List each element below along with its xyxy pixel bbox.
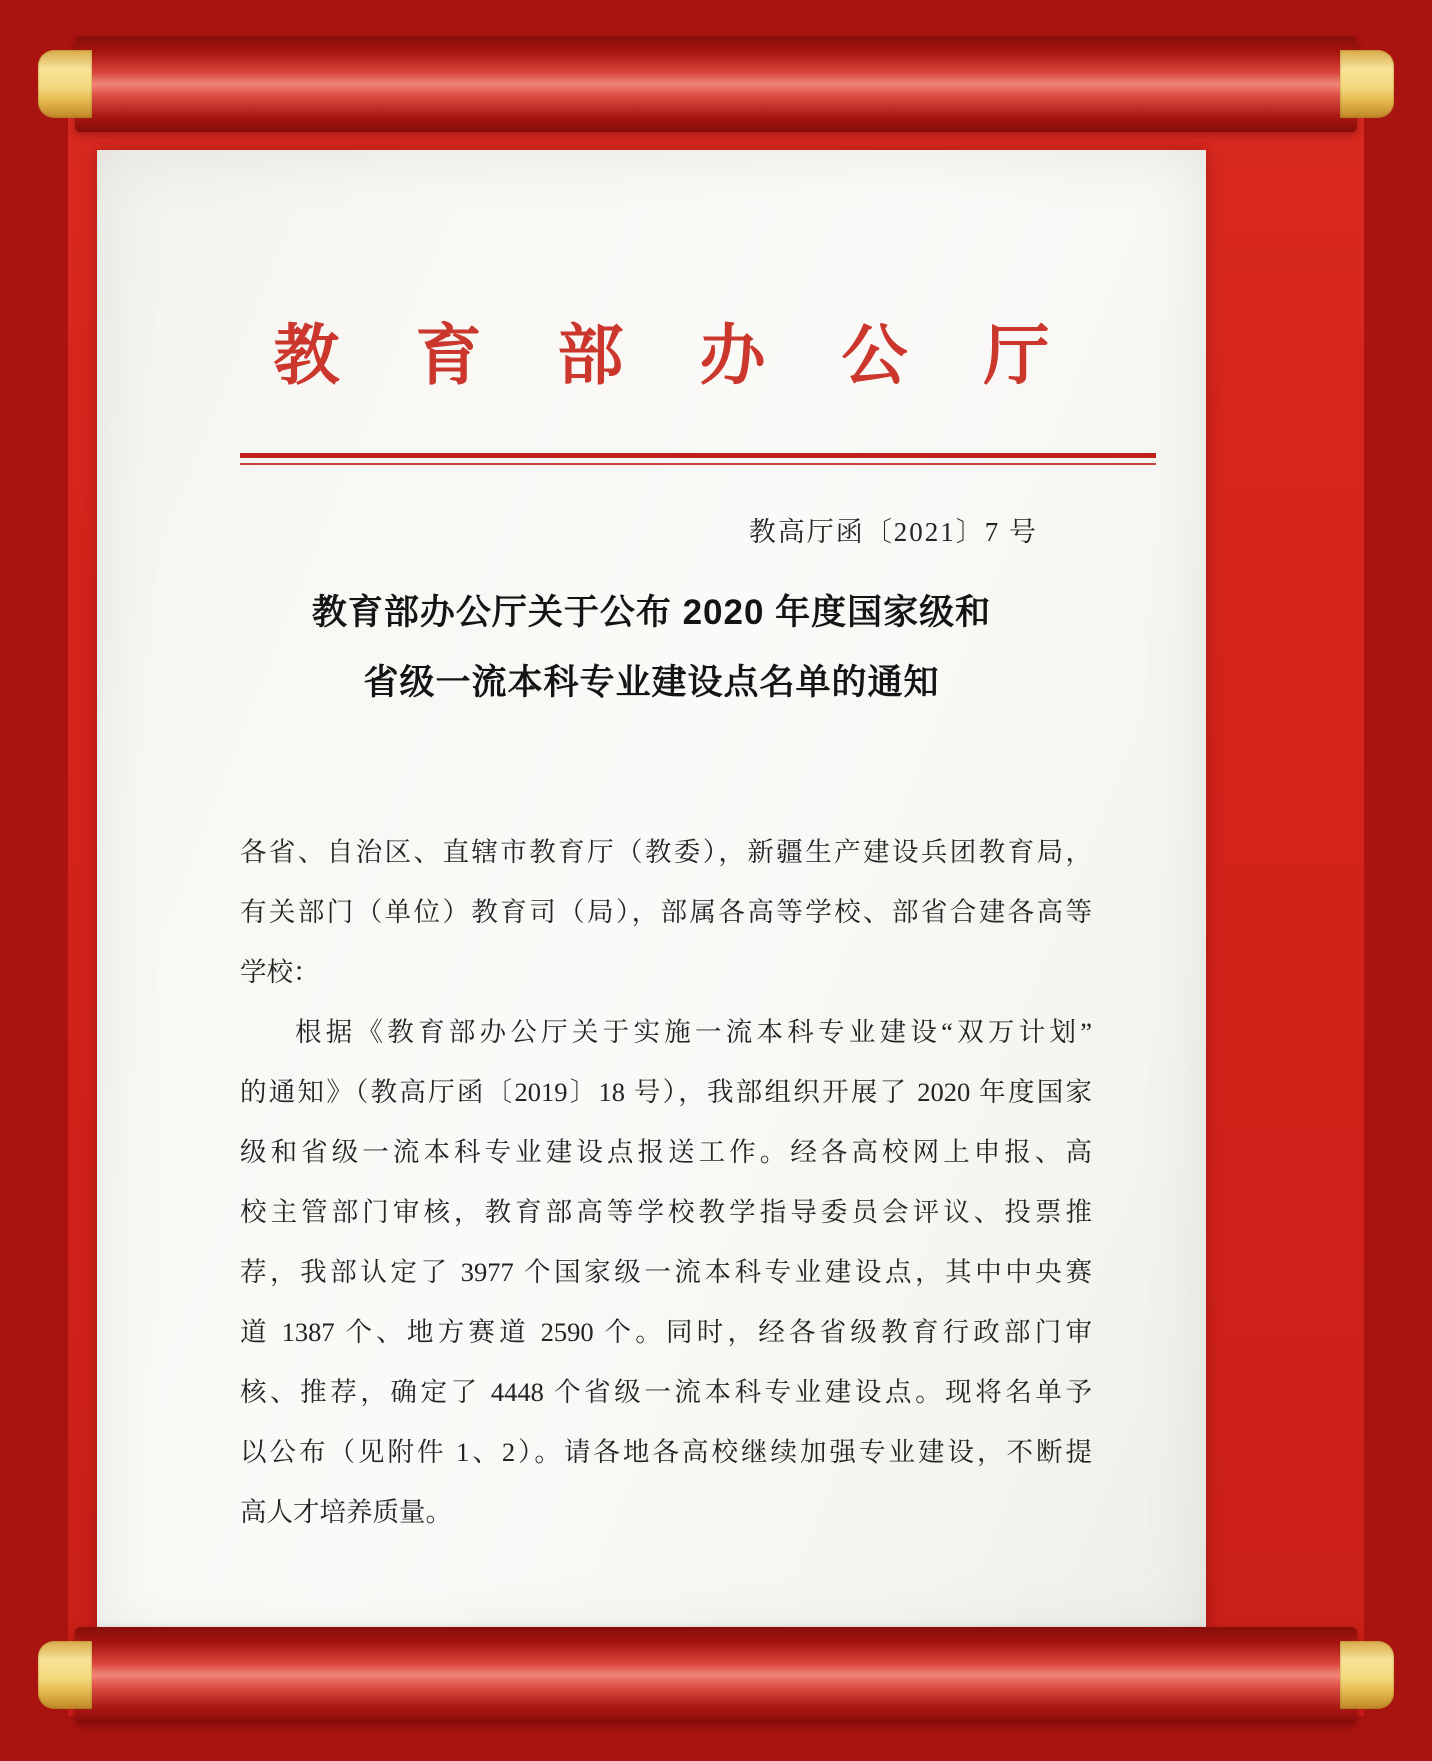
- document-body-line: 的通知》（教高厅函〔2019〕18 号），我部组织开展了 2020 年度国家: [240, 1077, 1092, 1107]
- scroll-top-left-gold-cap: [38, 50, 92, 118]
- document-body-line: 校主管部门审核，教育部高等学校教学指导委员会评议、投票推: [240, 1197, 1092, 1227]
- document-body: [240, 822, 1092, 1542]
- letterhead-title: 教育部办公厅: [273, 320, 1126, 393]
- scroll-bottom-right-gold-cap: [1340, 1641, 1394, 1709]
- document-body-line: 根据《教育部办公厅关于实施一流本科专业建设“双万计划”: [295, 1017, 1092, 1047]
- document-body-line: 道 1387 个、地方赛道 2590 个。同时，经各省级教育行政部门审: [240, 1317, 1092, 1347]
- document-body-line: 各省、自治区、直辖市教育厅（教委），新疆生产建设兵团教育局，: [240, 837, 1092, 867]
- scroll-bottom-roller: [75, 1627, 1357, 1723]
- document-body-line: 以公布（见附件 1、2）。请各地各高校继续加强专业建设，不断提: [240, 1437, 1092, 1467]
- document-title-line-1: 教育部办公厅关于公布 2020 年度国家级和: [311, 593, 992, 632]
- scanned-document-page: [97, 150, 1206, 1640]
- scroll-top-right-gold-cap: [1340, 50, 1394, 118]
- document-title-line-2: 省级一流本科专业建设点名单的通知: [363, 663, 940, 702]
- document-body-line: 有关部门（单位）教育司（局），部属各高等学校、部省合建各高等: [240, 897, 1092, 927]
- divider-thin-line: [240, 463, 1156, 465]
- scroll-top-roller: [75, 36, 1357, 132]
- letterhead-divider-rule: [240, 453, 1156, 465]
- divider-thick-line: [240, 453, 1156, 458]
- document-body-line: 核、推荐，确定了 4448 个省级一流本科专业建设点。现将名单予: [240, 1377, 1092, 1407]
- scroll-bottom-left-gold-cap: [38, 1641, 92, 1709]
- document-body-line: 级和省级一流本科专业建设点报送工作。经各高校网上申报、高: [240, 1137, 1092, 1167]
- document-body-line: 荐，我部认定了 3977 个国家级一流本科专业建设点，其中中央赛: [240, 1257, 1092, 1287]
- document-body-line: 学校：: [240, 957, 320, 987]
- document-number: 教高厅函〔2021〕7 号: [748, 517, 1038, 547]
- document-body-line: 高人才培养质量。: [240, 1497, 452, 1527]
- document-title: [97, 578, 1206, 718]
